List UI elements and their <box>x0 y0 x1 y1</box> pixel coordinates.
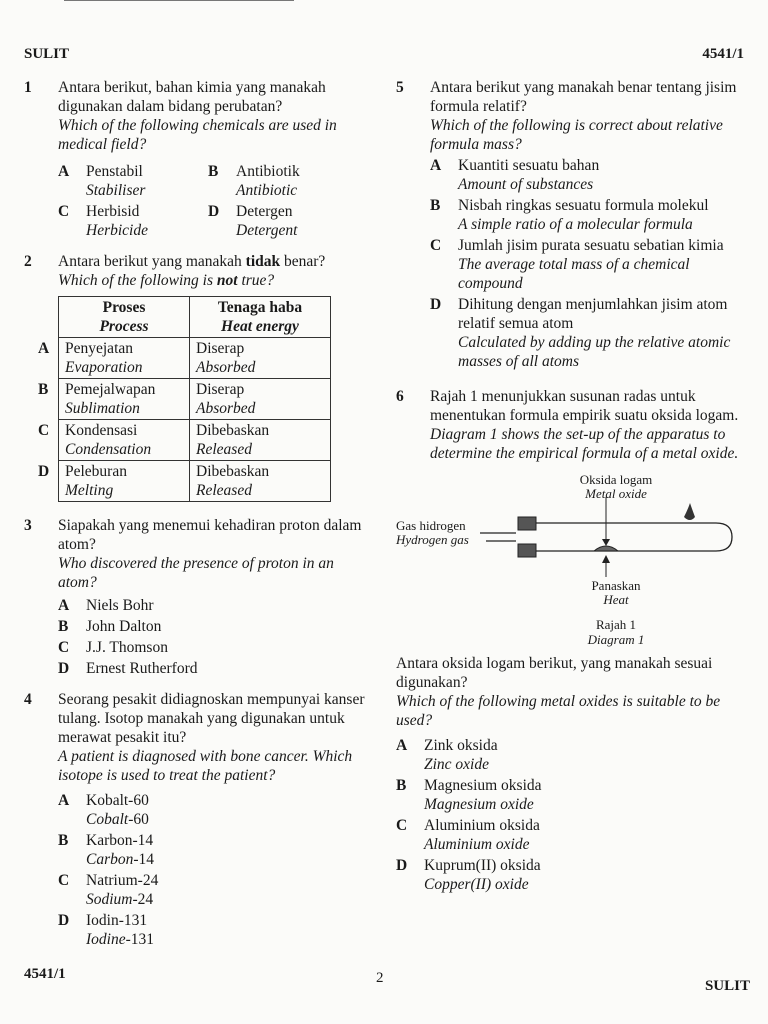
flame-icon <box>684 503 695 520</box>
option-c[interactable]: C Natrium-24 Sodium-24 <box>58 872 159 908</box>
left-column <box>24 78 376 961</box>
question-5 <box>396 78 746 371</box>
top-rule <box>64 0 294 1</box>
option-b[interactable]: B Nisbah ringkas sesuatu formula molekul A simple ratio of a molecular formula <box>430 197 709 233</box>
diagram-caption: Rajah 1 Diagram 1 <box>587 617 645 647</box>
question-6-stem <box>396 654 746 730</box>
option-b[interactable]: B John Dalton <box>58 618 162 635</box>
header-left: SULIT <box>24 46 70 62</box>
question-text-en: Which of the following is correct about relative formula mass? <box>430 117 723 153</box>
question-text-ms-2: Antara oksida logam berikut, yang manakah sesuai digunakan? <box>396 655 713 691</box>
question-text-en: Which of the following is not true? <box>58 272 275 289</box>
option-a[interactable]: A Niels Bohr <box>58 597 154 614</box>
options <box>58 596 376 678</box>
question-3 <box>24 516 376 678</box>
question-number: 2 <box>24 253 32 270</box>
col-header-process: Proses Process <box>59 297 190 338</box>
stopper-bottom <box>518 544 536 557</box>
question-2 <box>24 252 376 502</box>
option-d[interactable]: D Ernest Rutherford <box>58 660 198 677</box>
stopper-top <box>518 517 536 530</box>
table-row-a[interactable]: A Penyejatan Evaporation Diserap Absorbed <box>38 338 331 379</box>
combustion-tube <box>536 523 732 551</box>
right-column <box>396 78 746 906</box>
process-heat-table <box>38 296 331 502</box>
option-c[interactable]: C Herbisid Herbicide <box>58 203 148 239</box>
options <box>58 160 376 240</box>
question-text-en-2: Which of the following metal oxides is suitable to be used? <box>396 693 721 729</box>
option-b[interactable]: B Magnesium oksida Magnesium oxide <box>396 777 542 813</box>
footer-left: 4541/1 <box>24 966 66 982</box>
gas-label: Gas hidrogen Hydrogen gas <box>396 518 469 547</box>
option-a[interactable]: A Kuantiti sesuatu bahan Amount of substances <box>430 157 600 193</box>
options <box>396 736 746 894</box>
oxide-label: Oksida logam Metal oxide <box>579 472 653 501</box>
question-text-en: A patient is diagnosed with bone cancer. Which isotope is used to treat the patient? <box>58 748 353 784</box>
option-d[interactable]: D Dihitung dengan menjumlahkan jisim atom relatif semua atom Calculated by adding up the relative atomic masses of all atoms <box>430 296 731 370</box>
options <box>430 156 746 371</box>
header-right: 4541/1 <box>702 46 744 62</box>
question-text-ms: Rajah 1 menunjukkan susunan radas untuk menentukan formula empirik suatu oksida logam. <box>430 388 739 424</box>
option-a[interactable]: A Kobalt-60 Cobalt-60 <box>58 792 149 828</box>
question-1 <box>24 78 376 240</box>
question-number: 6 <box>396 388 404 405</box>
col-header-heat: Tenaga haba Heat energy <box>190 297 331 338</box>
option-c[interactable]: C Aluminium oksida Aluminium oxide <box>396 817 540 853</box>
table-row-b[interactable]: B Pemejalwapan Sublimation Diserap Absorbed <box>38 379 331 420</box>
page-number: 2 <box>376 970 384 986</box>
option-c[interactable]: C J.J. Thomson <box>58 639 168 656</box>
question-text-ms: Antara berikut yang manakah benar tentang jisim formula relatif? <box>430 79 737 115</box>
question-6 <box>396 387 746 894</box>
option-d[interactable]: D Detergen Detergent <box>208 203 298 239</box>
option-d[interactable]: D Iodin-131 Iodine-131 <box>58 912 155 948</box>
question-text-ms: Seorang pesakit didiagnoskan mempunyai kanser tulang. Isotop manakah yang digunakan untuk merawat pesakit itu? <box>58 691 365 746</box>
question-text-en: Which of the following chemicals are used in medical field? <box>58 117 337 153</box>
heat-label: Panaskan Heat <box>591 578 641 607</box>
question-text-en: Who discovered the presence of proton in an atom? <box>58 555 334 591</box>
option-a[interactable]: A Zink oksida Zinc oxide <box>396 737 498 773</box>
question-text-en: Diagram 1 shows the set-up of the apparatus to determine the empirical formula of a metal oxide. <box>430 426 739 462</box>
question-4 <box>24 690 376 949</box>
question-number: 5 <box>396 79 404 96</box>
question-text-ms: Antara berikut yang manakah tidak benar? <box>58 253 326 270</box>
option-b[interactable]: B Antibiotik Antibiotic <box>208 163 300 199</box>
question-text-ms: Antara berikut, bahan kimia yang manakah digunakan dalam bidang perubatan? <box>58 79 326 115</box>
option-b[interactable]: B Karbon-14 Carbon-14 <box>58 832 155 868</box>
question-number: 4 <box>24 691 32 708</box>
question-number: 3 <box>24 517 32 534</box>
table-row-c[interactable]: C Kondensasi Condensation Dibebaskan Released <box>38 420 331 461</box>
table-row-d[interactable]: D Peleburan Melting Dibebaskan Released <box>38 461 331 502</box>
option-a[interactable]: A Penstabil Stabiliser <box>58 163 146 199</box>
option-d[interactable]: D Kuprum(II) oksida Copper(II) oxide <box>396 857 541 893</box>
metal-oxide-sample <box>594 546 618 551</box>
option-c[interactable]: C Jumlah jisim purata sesuatu sebatian kimia The average total mass of a chemical compound <box>430 237 724 292</box>
footer-right: SULIT <box>704 978 750 994</box>
question-text-ms: Siapakah yang menemui kehadiran proton dalam atom? <box>58 517 362 553</box>
options <box>58 791 376 949</box>
question-number: 1 <box>24 79 32 96</box>
apparatus-diagram <box>396 467 746 652</box>
